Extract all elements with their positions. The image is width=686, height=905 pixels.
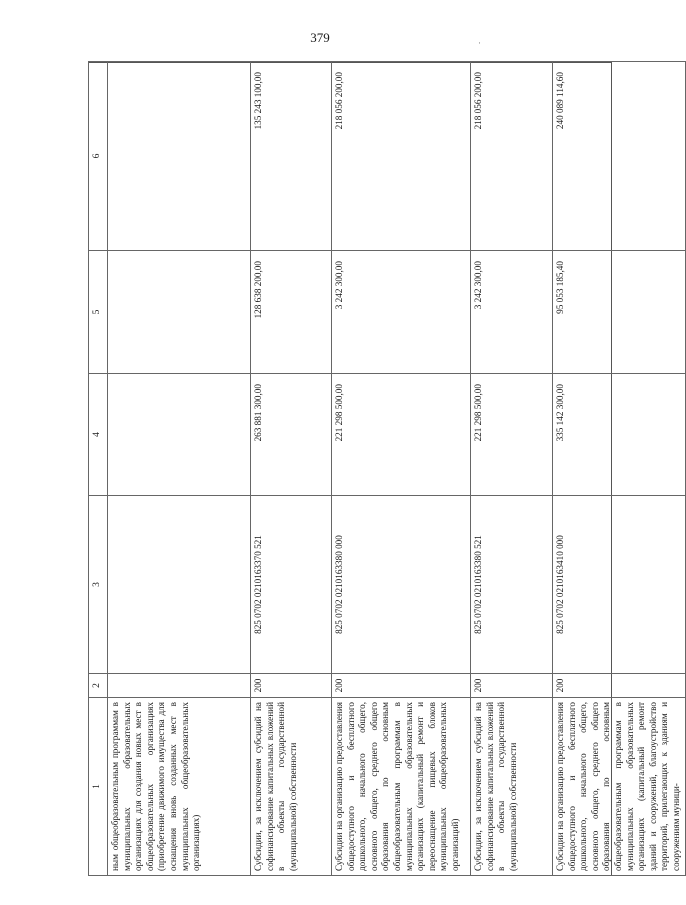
table-row — [471, 62, 553, 876]
scan-speck: · — [478, 38, 481, 48]
row-amount-col5 — [108, 251, 251, 374]
row-amount-col4 — [108, 374, 251, 496]
row-budget-code: 825 0702 0210163410 000 — [553, 496, 686, 674]
table-row — [553, 62, 686, 876]
header-col-6: 6 — [89, 62, 108, 251]
header-col-3: 3 — [89, 496, 108, 674]
row-kind: 200 — [332, 674, 471, 698]
row-description: Субсидии, за исключением субсидий на софинансирование капитальных вложений в объекты государственной (муниципальной) собственности — [471, 698, 553, 876]
row-description: Субсидии, за исключением субсидий на софинансирование капитальных вложений в объекты государственной (муниципальной) собственности — [251, 698, 332, 876]
row-amount-col6: 218 056 200,00 — [332, 62, 471, 251]
row-amount-col4: 221 298 500,00 — [471, 374, 553, 496]
row-amount-col6 — [108, 62, 251, 251]
row-amount-col5: 128 638 200,00 — [251, 251, 332, 374]
row-description: Субсидии на организацию предоставления общедоступного и бесплатного дошкольного, начального общего, основного общего, среднего общего образования по основным общеобразовательным программам в муниципальных образовательных организациях (капитальный ремонт и переоснащение пищевых блоков муниципальных общеобразовательных организаций) — [332, 698, 471, 876]
header-col-2: 2 — [89, 674, 108, 698]
row-kind: 200 — [553, 674, 686, 698]
page-number: 379 — [310, 30, 330, 45]
table-row — [108, 62, 251, 876]
row-kind: 200 — [471, 674, 553, 698]
row-budget-code: 825 0702 0210163370 521 — [251, 496, 332, 674]
row-amount-col4: 221 298 500,00 — [332, 374, 471, 496]
row-kind: 200 — [251, 674, 332, 698]
table-row — [251, 62, 332, 876]
row-amount-col4: 263 881 300,00 — [251, 374, 332, 496]
row-budget-code: 825 0702 0210163380 000 — [332, 496, 471, 674]
row-amount-col4: 335 142 300,00 — [553, 374, 686, 496]
row-budget-code: 825 0702 0210163380 521 — [471, 496, 553, 674]
row-amount-col6: 135 243 100,00 — [251, 62, 332, 251]
header-col-5: 5 — [89, 251, 108, 374]
rotated-budget-table — [88, 62, 681, 876]
row-amount-col6: 240 089 114,60 — [553, 62, 686, 251]
table-row — [332, 62, 471, 876]
row-amount-col6: 218 056 200,00 — [471, 62, 553, 251]
header-col-1: 1 — [89, 698, 108, 876]
row-description: ным общеобразовательным программам в муниципальных образовательных организациях для создания новых мест в общеобразовательных организациях (приобретение движимого имущества для оснащения вновь созданных мест в муниципальных общеобразовательных организациях) — [108, 698, 251, 876]
row-amount-col5: 95 053 185,40 — [553, 251, 686, 374]
row-amount-col5: 3 242 300,00 — [332, 251, 471, 374]
row-budget-code — [108, 496, 251, 674]
budget-table — [88, 61, 686, 876]
row-amount-col5: 3 242 300,00 — [471, 251, 553, 374]
table-header-row — [89, 62, 108, 876]
row-description: Субсидии на организацию предоставления общедоступного и бесплатного дошкольного, начального общего, основного общего, среднего общего образования по основным общеобразовательным программам в муниципальных образовательных организациях (капитальный ремонт зданий и сооружений, благоустройство территорий, прилегающих к зданиям и сооружениям муници- — [553, 698, 686, 876]
header-col-4: 4 — [89, 374, 108, 496]
row-kind — [108, 674, 251, 698]
